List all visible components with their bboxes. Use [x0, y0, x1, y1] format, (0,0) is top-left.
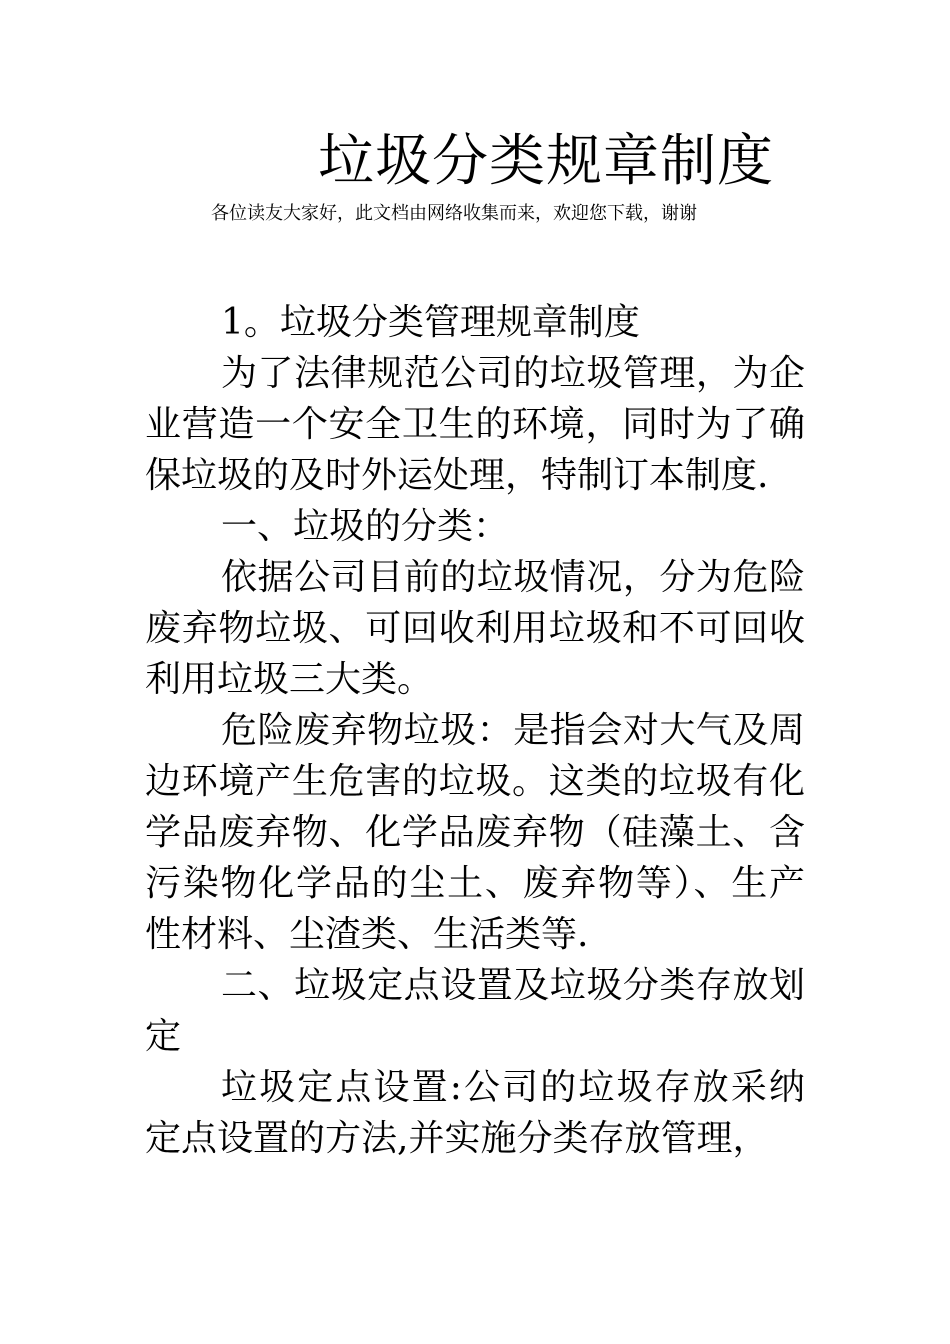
section-heading: 1。垃圾分类管理规章制度 — [221, 302, 640, 343]
download-notice: 各位读友大家好，此文档由网络收集而来，欢迎您下载，谢谢 — [211, 203, 697, 224]
document-body — [145, 297, 805, 1164]
section-heading: 一、垃圾的分类： — [221, 506, 510, 547]
document-title: 垃圾分类规章制度 — [318, 129, 774, 194]
body-paragraph: 危险废弃物垃圾：是指会对大气及周边环境产生危害的垃圾。这类的垃圾有化学品废弃物、化学品废弃物（硅藻土、含污染物化学品的尘土、废弃物等）、生产性材料、尘渣类、生活类等. — [145, 710, 805, 955]
body-paragraph: 垃圾定点设置:公司的垃圾存放采纳定点设置的方法,并实施分类存放管理， — [145, 1067, 805, 1159]
body-paragraph: 为了法律规范公司的垃圾管理，为企业营造一个安全卫生的环境，同时为了确保垃圾的及时外运处理，特制订本制度. — [145, 353, 805, 496]
body-paragraph: 依据公司目前的垃圾情况，分为危险废弃物垃圾、可回收利用垃圾和不可回收利用垃圾三大类。 — [145, 557, 805, 700]
section-heading: 二、垃圾定点设置及垃圾分类存放划定 — [145, 965, 805, 1057]
